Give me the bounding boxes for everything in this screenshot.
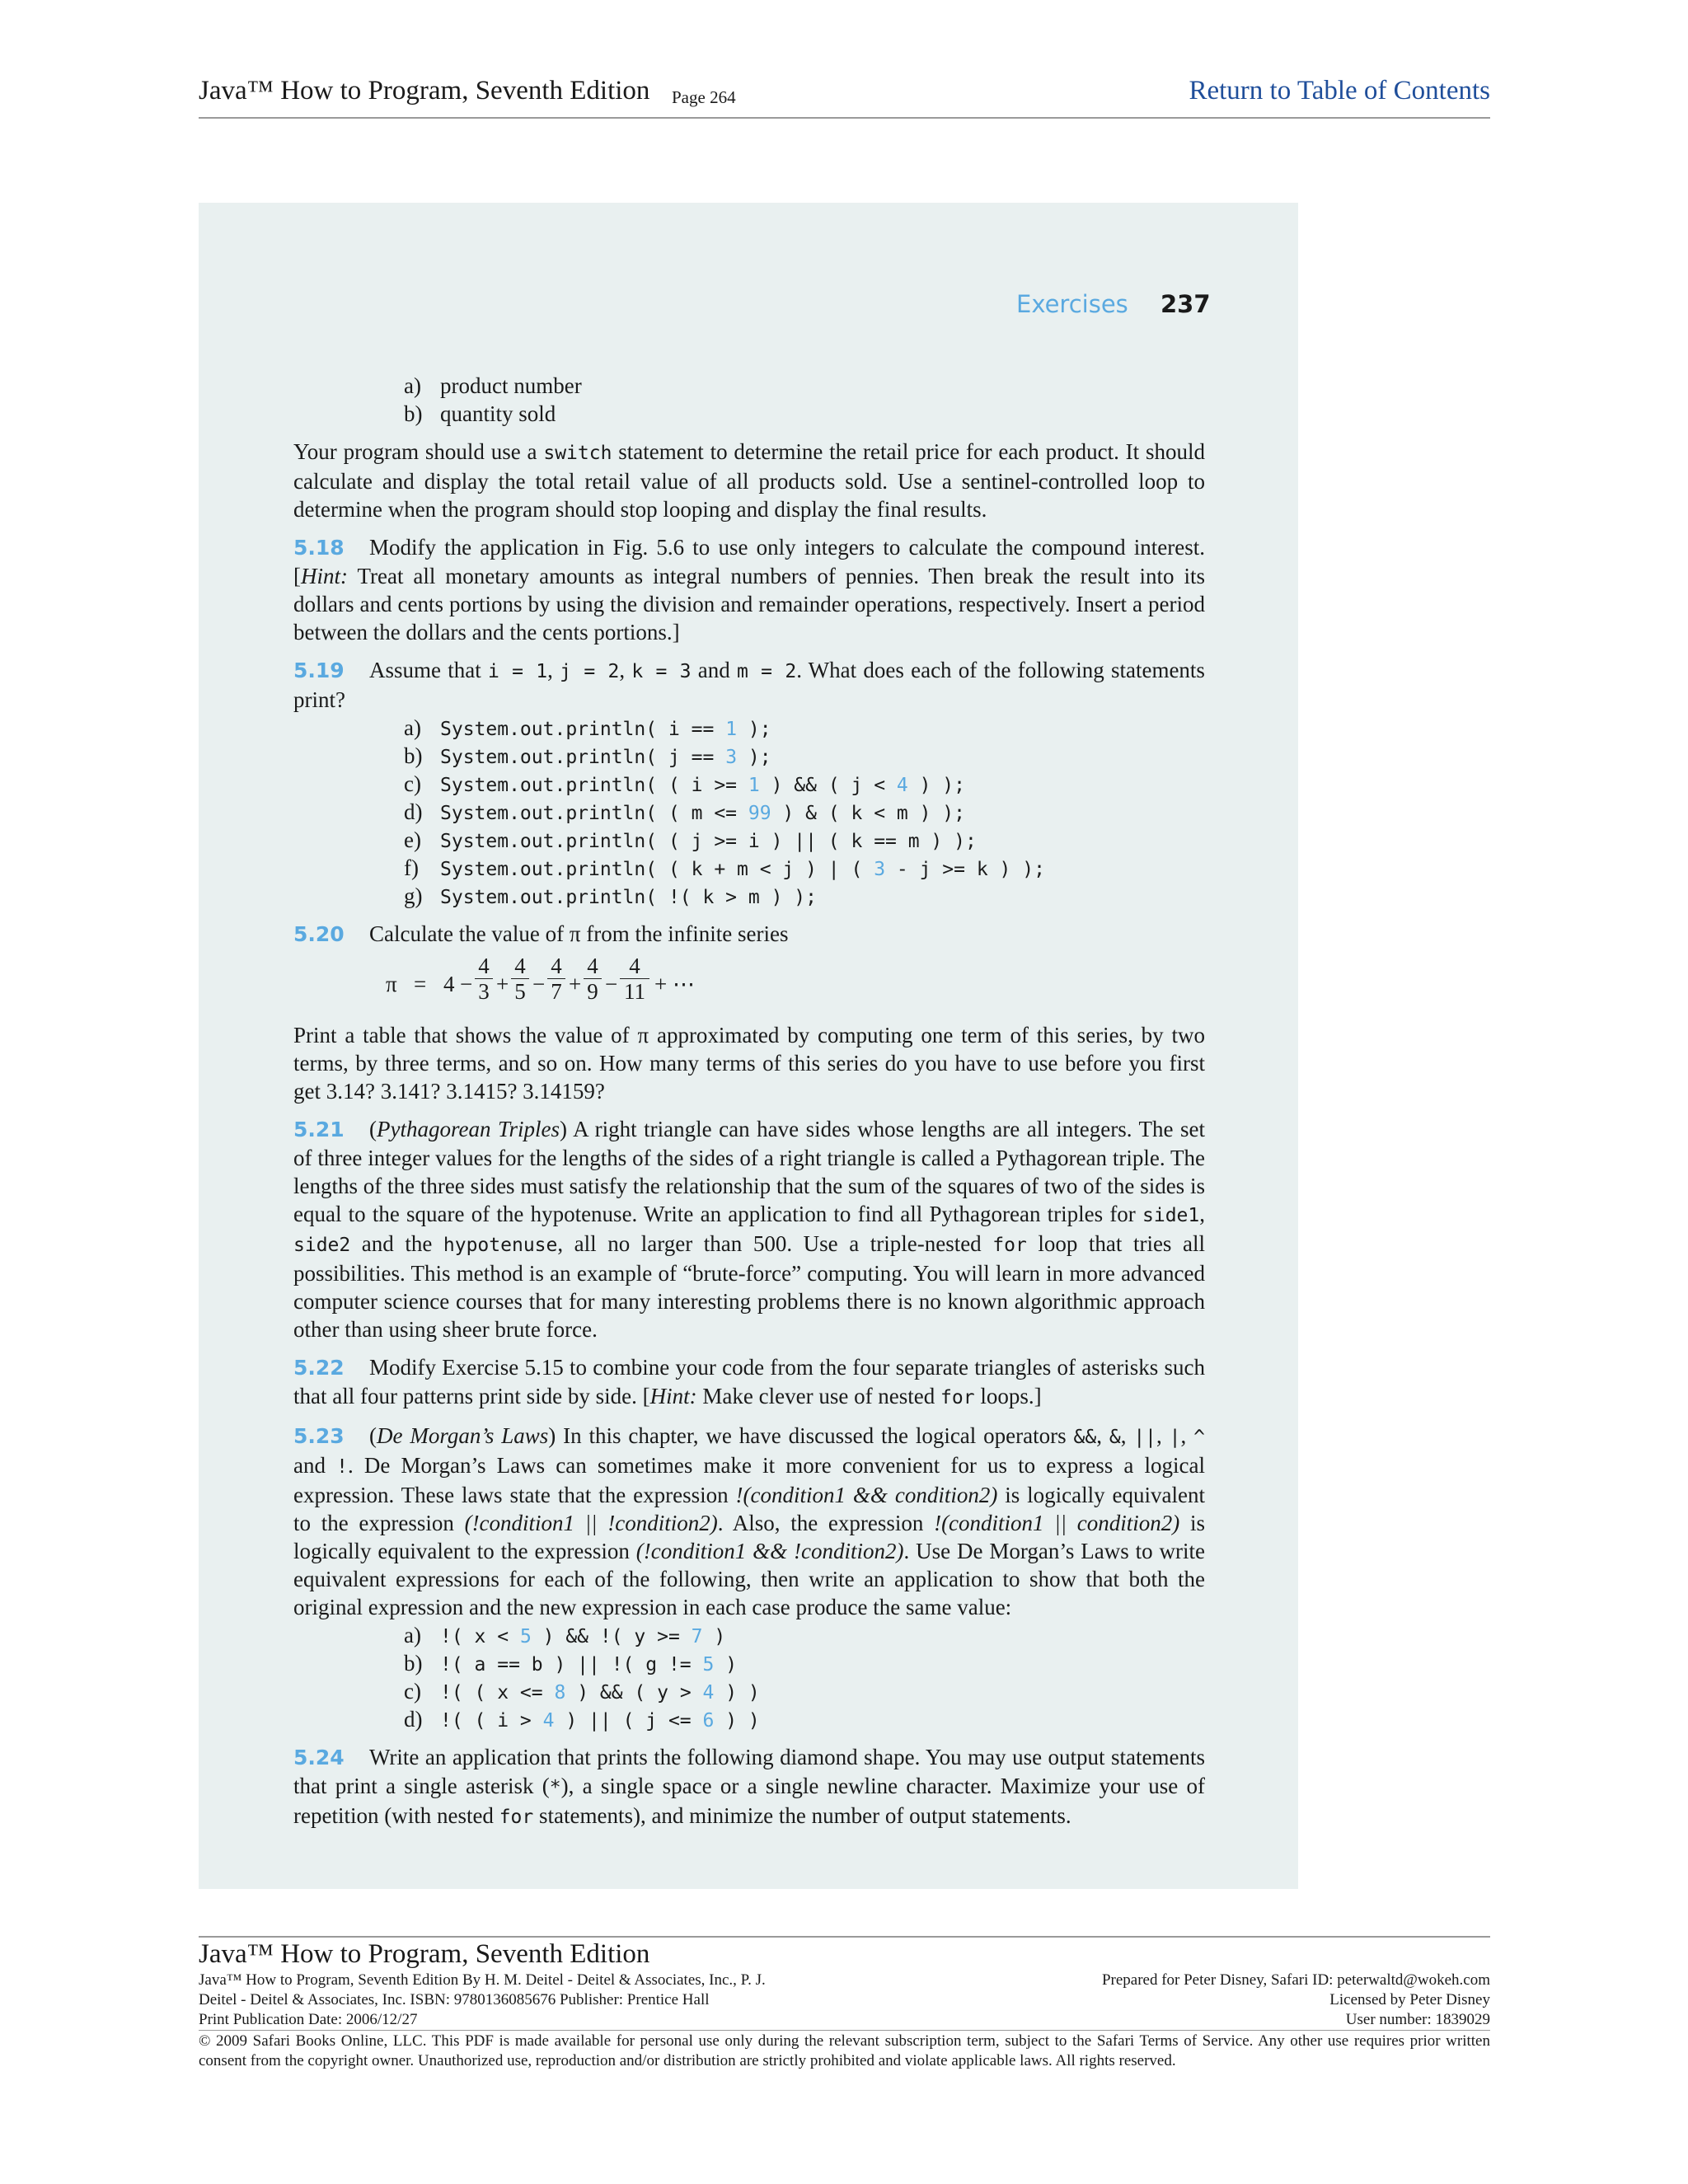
book-title: Java™ How to Program, Seventh Edition [199, 76, 650, 105]
exercise-number: 5.23 [293, 1424, 345, 1448]
footer-divider [199, 1936, 1490, 1938]
list-item: a) System.out.println( i == 1 ); [404, 715, 771, 740]
list-item: d) System.out.println( ( m <= 99 ) & ( k < m ) ); [404, 799, 965, 824]
list-item: g) System.out.println( !( k > m ) ); [404, 883, 817, 908]
exercise-number: 5.21 [293, 1118, 345, 1141]
list-item: b) System.out.println( j == 3 ); [404, 743, 771, 768]
exercise-5-18: 5.18 Modify the application in Fig. 5.6 to use only integers to calculate the compound interest. [Hint: Treat all monetary amounts as integral numbers of pennies. Then break the result into its dollars and cents portions by using the division and remainder operations, respectively. Insert a period between the dollars and the cents portions.] [293, 535, 1205, 644]
exercise-5-22: 5.22 Modify Exercise 5.15 to combine your code from the four separate triangles of asterisks such that all four patterns print side by side. [Hint: Make clever use of nested for loops.] [293, 1355, 1205, 1408]
exercise-5-23: 5.23 (De Morgan’s Laws) In this chapter, we have discussed the logical operators &&, &, ||, |, ^ and !. De Morgan’s Laws can sometimes make it more convenient for us to express a logical expression. These laws state that the expression !(condition1 && condition2) is logically equivalent to the expression (!condition1 || !condition2). Also, the expression !(condition1 || condition2) is logically equivalent to the expression (!condition1 && !condition2). Use De Morgan’s Laws to write equivalent expressions for each of the following, then write an application to show that both the original expression and the new expression in each case produce the same value: [293, 1423, 1206, 1619]
list-item: b) !( a == b ) || !( g != 5 ) [404, 1651, 738, 1675]
page-header [199, 76, 1490, 119]
exercise-5-20: 5.20 Calculate the value of π from the infinite series [293, 920, 1205, 949]
copyright-notice: © 2009 Safari Books Online, LLC. This PDF is made available for personal use only during the relevant subscription term, subject to the Safari Terms of Service. Any other use requires prior written consent from the copyright owner. Unauthorized use, reproduction and/or distribution are strictly prohibited and violate applicable laws. All rights reserved. [199, 2032, 1490, 2069]
exercise-5-21: 5.21 (Pythagorean Triples) A right triangle can have sides whose lengths are all integers. The set of three integer values for the lengths of the sides of a right triangle is called a Pythagorean triple. The lengths of the three sides must satisfy the relationship that the sum of the squares of two of the sides is equal to the square of the hypotenuse. Write an application to find all Pythagorean triples for side1, side2 and the hypotenuse, all no larger than 500. Use a triple-nested for loop that tries all possibilities. This method is an example of “brute-force” computing. You will learn in more advanced computer science courses that for many interesting problems there is no known algorithmic approach other than using sheer brute force. [293, 1117, 1205, 1342]
exercise-5-20-body: Print a table that shows the value of π approximated by computing one term of this series, by two terms, by three terms, and so on. How many terms of this series do you have to use before you first get 3.14? 3.141? 3.1415? 3.14159? [293, 1023, 1205, 1104]
exercise-number: 5.20 [293, 922, 345, 946]
section-title: Exercises [1016, 290, 1128, 318]
page-content [293, 372, 1205, 1831]
footer-book-title: Java™ How to Program, Seventh Edition [199, 1939, 650, 1969]
intro-paragraph: Your program should use a switch statement to determine the retail price for each product. It should calculate and display the total retail value of all products sold. Use a sentinel-controlled loop to determine when the program should stop looping and display the final results. [293, 439, 1205, 522]
footer-divider [199, 2030, 1490, 2031]
list-item: d) !( ( i > 4 ) || ( j <= 6 ) ) [404, 1707, 760, 1732]
exercise-5-19: 5.19 Assume that i = 1, j = 2, k = 3 and m = 2. What does each of the following statements print? [293, 658, 1205, 712]
pi-series-formula: π = 4 − $\frac{4}{3}$ + $\frac{4}{5}$ − $\frac{4}{7}$ + $\frac{4}{9}$ − $\frac{4}{11}$ + ⋯ [386, 954, 695, 1004]
publication-info: Java™ How to Program, Seventh Edition By H. M. Deitel - Deitel & Associates, Inc., P. J. Deitel - Deitel & Associates, Inc. ISBN: 9780136085676 Publisher: Prentice Hall Print Publication Date: 2006/12/27 [199, 1971, 766, 2028]
code-list [293, 714, 1205, 910]
exercise-number: 5.24 [293, 1746, 345, 1769]
license-info: Prepared for Peter Disney, Safari ID: peterwaltd@wokeh.com Licensed by Peter Disney User number: 1839029 [1101, 1971, 1490, 2028]
exercise-number: 5.19 [293, 658, 345, 682]
page-number: 237 [1160, 290, 1211, 318]
exercise-number: 5.22 [293, 1356, 345, 1380]
list-item: a) product number [404, 373, 582, 398]
list-item: c) System.out.println( ( i >= 1 ) && ( j < 4 ) ); [404, 771, 966, 796]
table-of-contents-link[interactable]: Return to Table of Contents [1189, 76, 1490, 105]
code-list [293, 1621, 1205, 1733]
continued-list [293, 372, 1205, 428]
exercise-number: 5.18 [293, 536, 345, 560]
list-item: c) !( ( x <= 8 ) && ( y > 4 ) ) [404, 1679, 760, 1704]
page-label: Page 264 [672, 87, 736, 107]
list-item: a) !( x < 5 ) && !( y >= 7 ) [404, 1623, 726, 1647]
list-item: f) System.out.println( ( k + m < j ) | ( 3 - j >= k ) ); [404, 855, 1045, 880]
list-item: e) System.out.println( ( j >= i ) || ( k == m ) ); [404, 827, 977, 852]
list-item: b) quantity sold [404, 401, 556, 426]
exercise-5-24: 5.24 Write an application that prints the following diamond shape. You may use output statements that print a single asterisk (*), a single space or a single newline character. Maximize your use of repetition (with nested for statements), and minimize the number of output statements. [293, 1745, 1205, 1828]
